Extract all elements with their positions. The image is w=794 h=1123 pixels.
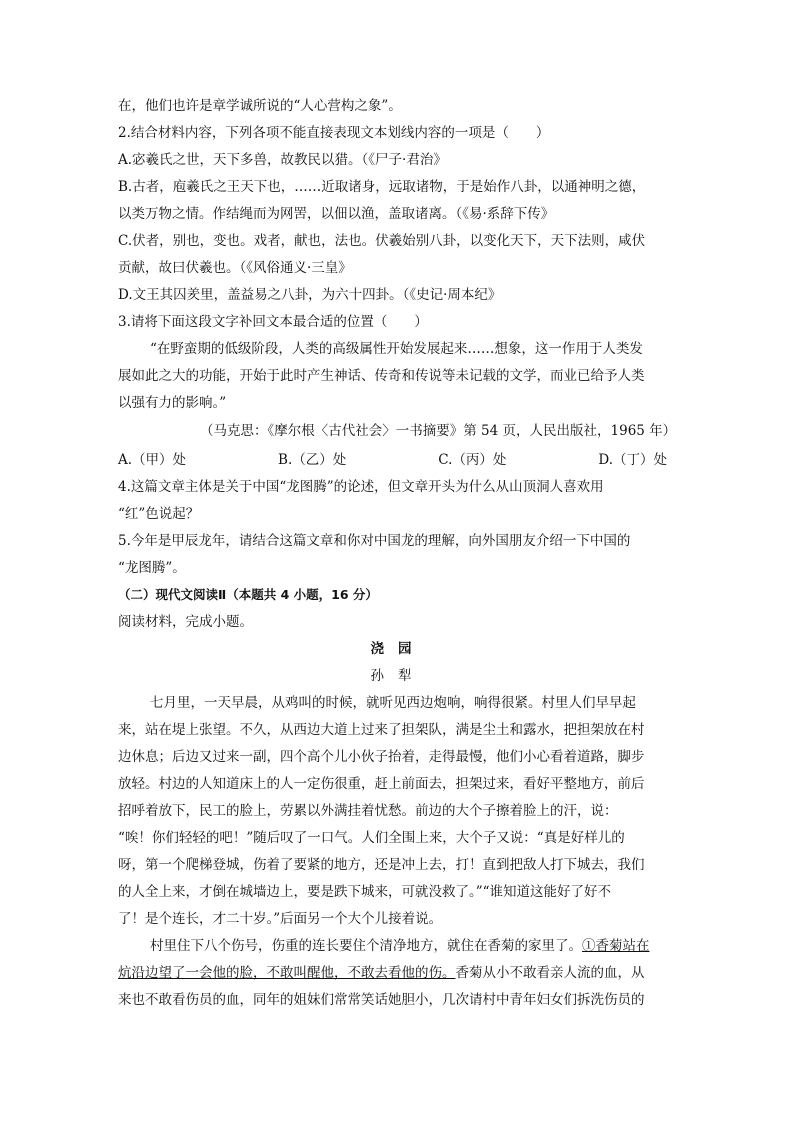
body-line-4: 放轻。村边的人知道床上的人一定伤很重，赶上前面去，担架过来，看好平整地方，前后	[118, 776, 645, 792]
question-3-options	[118, 450, 667, 470]
question-2-option-c-line2: 贡献，故曰伏羲也。（《风俗通义·三皇》	[118, 260, 352, 276]
question-3-option-d: D.（丁）处	[598, 452, 667, 468]
question-3-quote-line2: 展如此之大的功能，开始于此时产生神话、传奇和传说等未记载的文学，而业已给予人类	[118, 368, 645, 384]
section-heading: （二）现代文阅读Ⅱ（本题共 4 小题，16 分）	[118, 587, 378, 602]
body-line-10-text: 村里住下八个伤号，伤重的连长要住个清净地方，就住在香菊的家里了。	[150, 938, 582, 954]
question-2-option-c-line1: C.伏者，别也，变也。戏者，献也，法也。伏羲始别八卦，以变化天下，天下法则，咸伏	[118, 233, 646, 249]
body-line-8: 的人全上来，才倒在城墙边上，要是跌下城来，可就没救了。”“谁知道这能好了好不	[118, 884, 612, 900]
body-line-6: “唉！你们轻轻的吧！”随后叹了一口气。人们全围上来，大个子又说：“真是好样儿的	[118, 830, 625, 846]
question-2-option-d: D.文王其囚羑里，盖益易之八卦，为六十四卦。（《史记·周本纪》	[118, 287, 502, 303]
article-title: 浇园	[370, 641, 426, 657]
question-5-line2: “龙图腾”。	[118, 560, 186, 576]
reading-instruction: 阅读材料，完成小题。	[118, 614, 253, 630]
body-line-2: 来，站在堤上张望。不久，从西边大道上过来了担架队，满是尘土和露水，把担架放在村	[118, 722, 645, 738]
question-4-line2: “红”色说起？	[118, 506, 200, 522]
question-3-quote-line3: 以强有力的影响。”	[118, 395, 227, 411]
question-3-quote-line1: “在野蛮期的低级阶段，人类的高级属性开始发展起来……想象，这一作用于人类发	[150, 341, 643, 357]
body-line-11	[118, 963, 678, 983]
body-line-9: 了！是个连长，才二十岁。”后面另一个大个儿接着说。	[118, 911, 443, 927]
underlined-passage-1: ①香菊站在	[582, 938, 650, 954]
article-author: 孙犁	[370, 668, 426, 684]
question-3-citation: （马克思：《摩尔根〈古代社会〉一书摘要》第 54 页，人民出版社，1965 年）	[200, 423, 677, 439]
question-2-option-a: A.宓羲氏之世，天下多兽，故教民以猎。（《尸子·君治》	[118, 152, 447, 168]
question-3-option-b: B.（乙）处	[278, 452, 347, 468]
body-line-1: 七月里，一天早晨，从鸡叫的时候，就听见西边炮响，响得很紧。村里人们早早起	[150, 695, 636, 711]
underlined-passage-1-cont: 炕沿边望了一会他的脸，不敢叫醒他，不敢去看他的伤。	[118, 965, 456, 981]
body-line-12: 来也不敢看伤员的血，同年的姐妹们常常笑话她胆小，几次请村中青年妇女们拆洗伤员的	[118, 992, 645, 1008]
question-4-line1: 4.这篇文章主体是关于中国“龙图腾”的论述，但文章开头为什么从山顶洞人喜欢用	[118, 479, 604, 495]
body-line-3: 边休息；后边又过来一副，四个高个儿小伙子抬着，走得最慢，他们小心看着道路，脚步	[118, 749, 645, 765]
question-2-option-b-line1: B.古者，庖羲氏之王天下也，……近取诸身，远取诸物，于是始作八卦，以通神明之德，	[118, 179, 646, 195]
text-line-continuation: 在，他们也许是章学诚所说的“人心营构之象”。	[118, 98, 402, 114]
question-3-option-c: C.（丙）处	[438, 452, 507, 468]
question-2-stem: 2.结合材料内容，下列各项不能直接表现文本划线内容的一项是（ ）	[118, 125, 550, 141]
question-5-line1: 5.今年是甲辰龙年，请结合这篇文章和你对中国龙的理解，向外国朋友介绍一下中国的	[118, 533, 631, 549]
body-line-7: 呀，第一个爬梯登城，伤着了要紧的地方，还是冲上去，打！直到把敌人打下城去，我们	[118, 857, 645, 873]
body-line-5: 招呼着放下，民工的脸上，劳累以外满挂着忧愁。前边的大个子擦着脸上的汗，说：	[118, 803, 618, 819]
question-2-option-b-line2: 以类万物之情。作结绳而为网罟，以佃以渔，盖取诸离。（《易·系辞下传》	[118, 206, 555, 222]
question-3-stem: 3.请将下面这段文字补回文本最合适的位置（ ）	[118, 314, 428, 330]
body-line-10	[150, 936, 678, 956]
question-3-option-a: A.（甲）处	[118, 452, 187, 468]
body-line-11-text: 香菊从小不敢看亲人流的血，从	[455, 965, 645, 981]
